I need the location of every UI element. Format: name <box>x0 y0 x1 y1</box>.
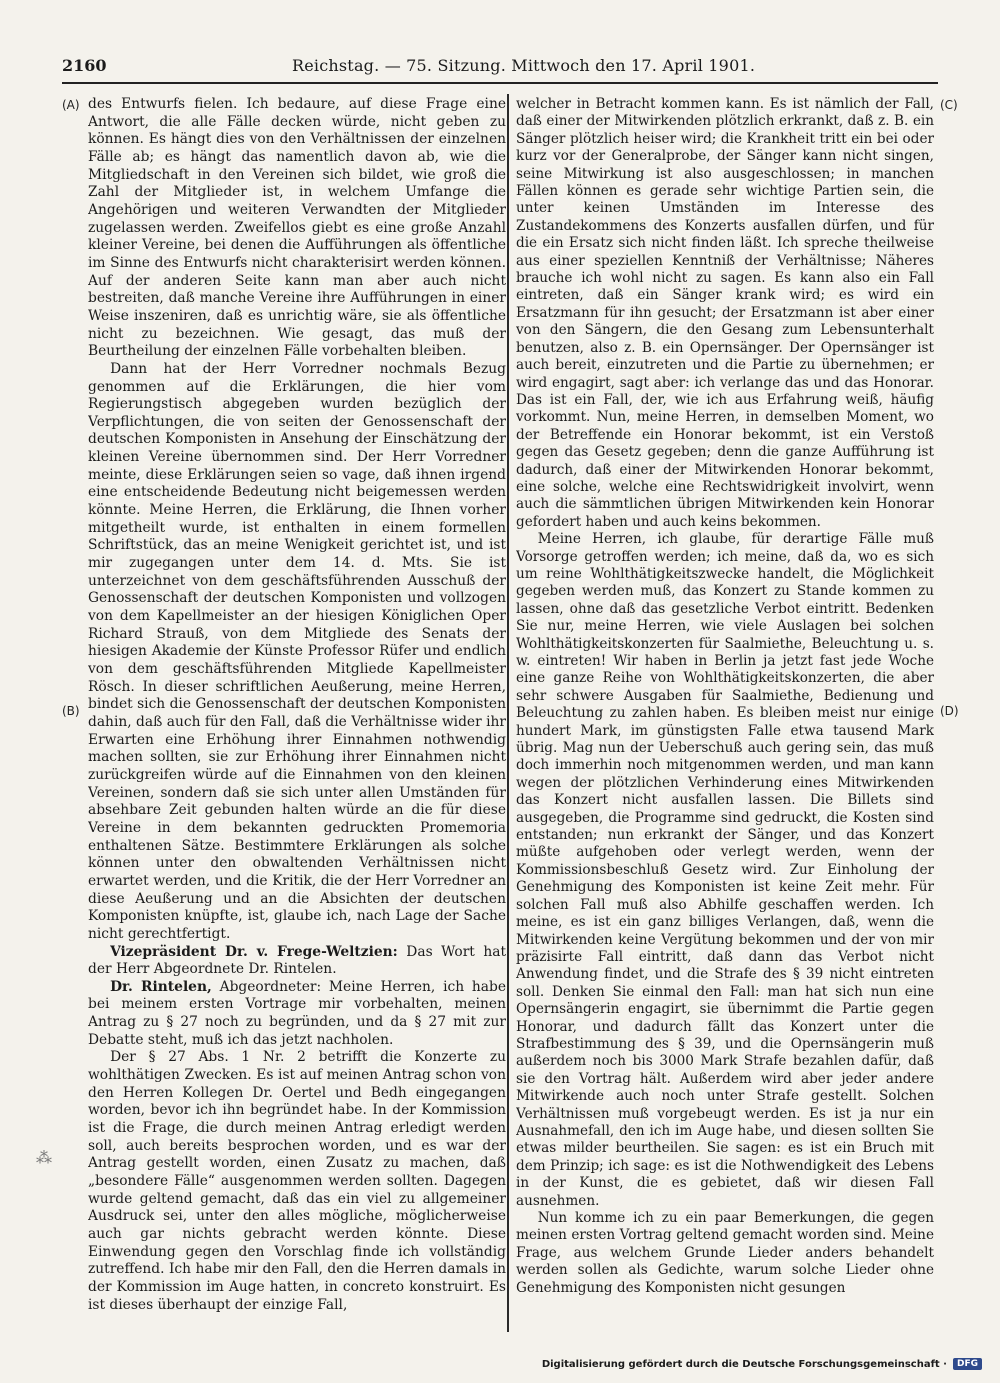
paragraph <box>88 944 506 979</box>
paragraph <box>88 1049 506 1314</box>
header-rule <box>62 82 938 84</box>
paragraph-text: des Entwurfs fielen. Ich bedaure, auf diese Frage eine Antwort, die alle Fälle decken würde, nicht geben zu können. Es hängt dies von den Verhältnissen der einzelnen Fälle ab; es hängt das namentlich davon ab, wie die Mitgliedschaft in den Vereinen sich bildet, wie groß die Zahl der Mitglieder ist, in welchem Umfange die Angehörigen und weiteren Verwandten der Mitglieder zugelassen werden. Zweifellos giebt es eine große Anzahl kleiner Vereine, bei denen die Aufführungen als öffentliche im Sinne des Entwurfs nicht charakterisirt werden können. Auf der anderen Seite kann man aber auch nicht bestreiten, daß manche Vereine ihre Aufführungen in einer Weise inszeniren, daß es unrichtig wäre, sie als öffentliche nicht zu bezeichnen. Wie gesagt, das muß der Beurtheilung der einzelnen Fälle vorbehalten bleiben. <box>88 96 506 360</box>
paragraph-text: Der § 27 Abs. 1 Nr. 2 betrifft die Konzerte zu wohlthätigen Zwecken. Es ist auf meinen Antrag schon von den Herren Kollegen Dr. Oertel und Bedh eingegangen worden, bevor ich ihn begründet habe. In der Kommission ist die Frage, die durch meinen Antrag erledigt werden soll, auch bereits besprochen worden, und es war der Antrag gestellt worden, einen Zusatz zu machen, daß „besondere Fälle“ ausgenommen werden sollten. Dagegen wurde geltend gemacht, daß das ein viel zu allgemeiner Ausdruck sei, unter den alles mögliche, möglicherweise auch gar nichts gebracht werden könnte. Diese Einwendung gegen den Vorschlag finde ich vollständig zutreffend. Ich habe mir den Fall, den die Herren damals in der Kommission im Auge hatten, in concreto konstruirt. Es ist dieses überhaupt der einzige Fall, <box>88 1049 506 1313</box>
page-header <box>62 54 938 80</box>
paragraph-text: Das Wort hat der Herr Abgeordnete Dr. Rintelen. <box>88 943 506 978</box>
margin-marker-d: (D) <box>940 704 959 718</box>
right-column <box>516 96 934 1328</box>
paragraph <box>88 361 506 944</box>
digitization-credit: Digitalisierung gefördert durch die Deutsche Forschungsgemeinschaft · <box>541 1358 947 1370</box>
paragraph-text: Dann hat der Herr Vorredner nochmals Bezug genommen auf die Erklärungen, die hier vom Regierungstisch abgegeben wurden bezüglich der Verpflichtungen, die von seiten der Genossenschaft der deutschen Komponisten in Ansehung der Einschätzung der kleinen Vereine übernommen sind. Der Herr Vorredner meinte, diese Erklärungen seien so vage, daß ihnen irgend eine entscheidende Bedeutung nicht beigemessen werden könnte. Meine Herren, die Erklärung, die Ihnen vorher mitgetheilt wurde, ist enthalten in einem formellen Schriftstück, das an meine Wenigkeit gerichtet ist, und ist mir zugegangen unter dem 14. d. Mts. Sie ist unterzeichnet von dem geschäftsführenden Ausschuß der Genossenschaft der deutschen Komponisten und vollzogen von dem Kapellmeister an der hiesigen Königlichen Oper Richard Strauß, von dem Mitgliede des Senats der hiesigen Akademie der Künste Professor Rüfer und endlich von dem geschäftsführenden Mitgliede Kapellmeister Rösch. In dieser schriftlichen Aeußerung, meine Herren, bindet sich die Genossenschaft der deutschen Komponisten dahin, daß auch für den Fall, daß die Verhältnisse wider ihr Erwarten eine Erhöhung ihrer Einnahmen nothwendig machen sollten, sie zur Erhöhung ihrer Einnahmen nicht zurückgreifen würde auf die Einnahmen von den kleinen Vereinen, sondern daß sie sich unter allen Umständen für absehbare Zeit gebunden halten würde an die für diese Vereine in dem bekannten gedruckten Promemoria enthaltenen Sätze. Bestimmtere Erklärungen als solche können unter den obwaltenden Verhältnissen nicht erwartet werden, und die Kritik, die der Herr Vorredner an diese Aeußerung und an die Absichten der deutschen Komponisten knüpfte, ist, glaube ich, nach Lage der Sache nicht gerechtfertigt. <box>88 360 506 942</box>
margin-marker-c: (C) <box>940 98 958 112</box>
column-divider <box>507 94 509 1332</box>
margin-marker-b: (B) <box>62 704 80 718</box>
paragraph <box>516 531 934 1210</box>
speaker-name: Vizepräsident Dr. v. Frege-Weltzien: <box>110 943 398 960</box>
left-column <box>88 96 506 1328</box>
paragraph-text: Nun komme ich zu ein paar Bemerkungen, die gegen meinen ersten Vortrag geltend gemacht worden sind. Meine Frage, aus welchem Grunde Lieder anders behandelt werden sollen als Gedichte, warum solche Lieder ohne Genehmigung des Komponisten nicht gesungen <box>516 1210 934 1296</box>
footer <box>542 1355 982 1373</box>
running-title: Reichstag. — 75. Sitzung. Mittwoch den 17. April 1901. <box>292 56 756 75</box>
paragraph <box>88 979 506 1050</box>
scan-smudge: ⁂ <box>36 1148 52 1167</box>
paragraph-text: welcher in Betracht kommen kann. Es ist nämlich der Fall, daß einer der Mitwirkenden plötzlich erkrankt, daß z. B. ein Sänger plötzlich heiser wird; die Krankheit tritt ein bei oder kurz vor der Generalprobe, der Sänger kann nicht singen, seine Mitwirkung ist also ausgeschlossen; in manchen Fällen können es gerade sehr wichtige Partien sein, die unter keinen Umständen im Interesse des Zustandekommens des Konzerts ausfallen dürfen, und für die ein Ersatz sich nicht finden läßt. Ich spreche theilweise aus einer speziellen Kenntniß der Verhältnisse; Näheres brauche ich wohl nicht zu sagen. Es kann also ein Fall eintreten, daß ein Sänger krank wird; es wird ein Ersatzmann für ihn gesucht; der Ersatzmann ist aber einer von den Sängern, die den Gesang zum Lebensunterhalt benutzen, also z. B. ein Opernsänger. Der Opernsänger ist auch bereit, einzutreten und die Partie zu übernehmen; er wird engagirt, sagt aber: ich verlange das und das Honorar. Das ist ein Fall, der, wie ich aus Erfahrung weiß, häufig vorkommt. Nun, meine Herren, in demselben Moment, wo der Betreffende ein Honorar bekommt, ist ein Verstoß gegen das Gesetz gegeben; denn die ganze Aufführung ist dadurch, daß einer der Mitwirkenden Honorar bekommt, eine solche, welche eine Rechtswidrigkeit involvirt, wenn auch die sämmtlichen übrigen Mitwirkenden kein Honorar gefordert haben und auch keins bekommen. <box>516 96 934 530</box>
paragraph <box>88 96 506 361</box>
page-number: 2160 <box>62 56 107 75</box>
paragraph-text: Abgeordneter: Meine Herren, ich habe bei meinem ersten Vortrage mir vorbehalten, meinen Antrag zu § 27 noch zu begründen, und da § 27 mit zur Debatte steht, muß ich das jetzt nachholen. <box>88 978 506 1048</box>
margin-marker-a: (A) <box>62 98 80 112</box>
dfg-logo: DFG <box>953 1358 982 1370</box>
paragraph <box>516 96 934 531</box>
paragraph-text: Meine Herren, ich glaube, für derartige Fälle muß Vorsorge getroffen werden; ich meine, daß da, wo es sich um reine Wohlthätigkeitszwecke handelt, die Möglichkeit gegeben werden muß, das Konzert zu Stande kommen zu lassen, ohne daß das gesetzliche Verbot eintritt. Bedenken Sie nur, meine Herren, wie viele Auslagen bei solchen Wohlthätigkeitskonzerten für Saalmiethe, Beleuchtung u. s. w. eintreten! Wir haben in Berlin ja jetzt fast jede Woche eine ganze Reihe von Wohlthätigkeitskonzerten, die aber sehr schwere Ausgaben für Saalmiethe, Bedienung und Beleuchtung zu zahlen haben. Es bleiben meist nur einige hundert Mark, im günstigsten Falle etwa tausend Mark übrig. Mag nun der Ueberschuß auch gering sein, das muß doch immerhin noch mitgenommen werden, und man kann wegen der plötzlichen Verhinderung eines Mitwirkenden das Konzert nicht ausfallen lassen. Die Billets sind ausgegeben, die Programme sind gedruckt, die Kosten sind entstanden; nun erkrankt der Sänger, und das Konzert müßte aufgehoben oder verlegt werden, wenn der Kommissionsbeschluß Gesetz wird. Zur Einholung der Genehmigung des Komponisten ist keine Zeit mehr. Für solchen Fall muß also Abhilfe geschaffen werden. Ich meine, es ist ein ganz billiges Verlangen, daß, wenn die Mitwirkenden keine Vergütung bekommen und der von mir präzisirte Fall eintritt, daß dann das Verbot nicht Anwendung findet, und die Strafe des § 39 nicht eintreten soll. Denken Sie einmal den Fall: man hat sich nun eine Opernsängerin engagirt, sie übernimmt die Partie gegen Honorar, und dadurch fällt das Konzert unter die Strafbestimmung des § 39, und die Opernsängerin muß außerdem noch bis 3000 Mark Strafe bezahlen dafür, daß sie den Vortrag hält. Außerdem wird aber jeder andere Mitwirkende auch noch unter Strafe gestellt. Solchen Verhältnissen muß vorgebeugt werden. Es ist ja nur ein Ausnahmefall, den ich im Auge habe, und diesen sollten Sie etwas milder beurtheilen. Sie sagen: es ist ein Bruch mit dem Prinzip; ich sage: es ist die Nothwendigkeit des Lebens in der Kunst, die es gebietet, daß wir diesen Fall ausnehmen. <box>516 531 934 1209</box>
speaker-name: Dr. Rintelen, <box>110 978 212 995</box>
paragraph <box>516 1210 934 1297</box>
